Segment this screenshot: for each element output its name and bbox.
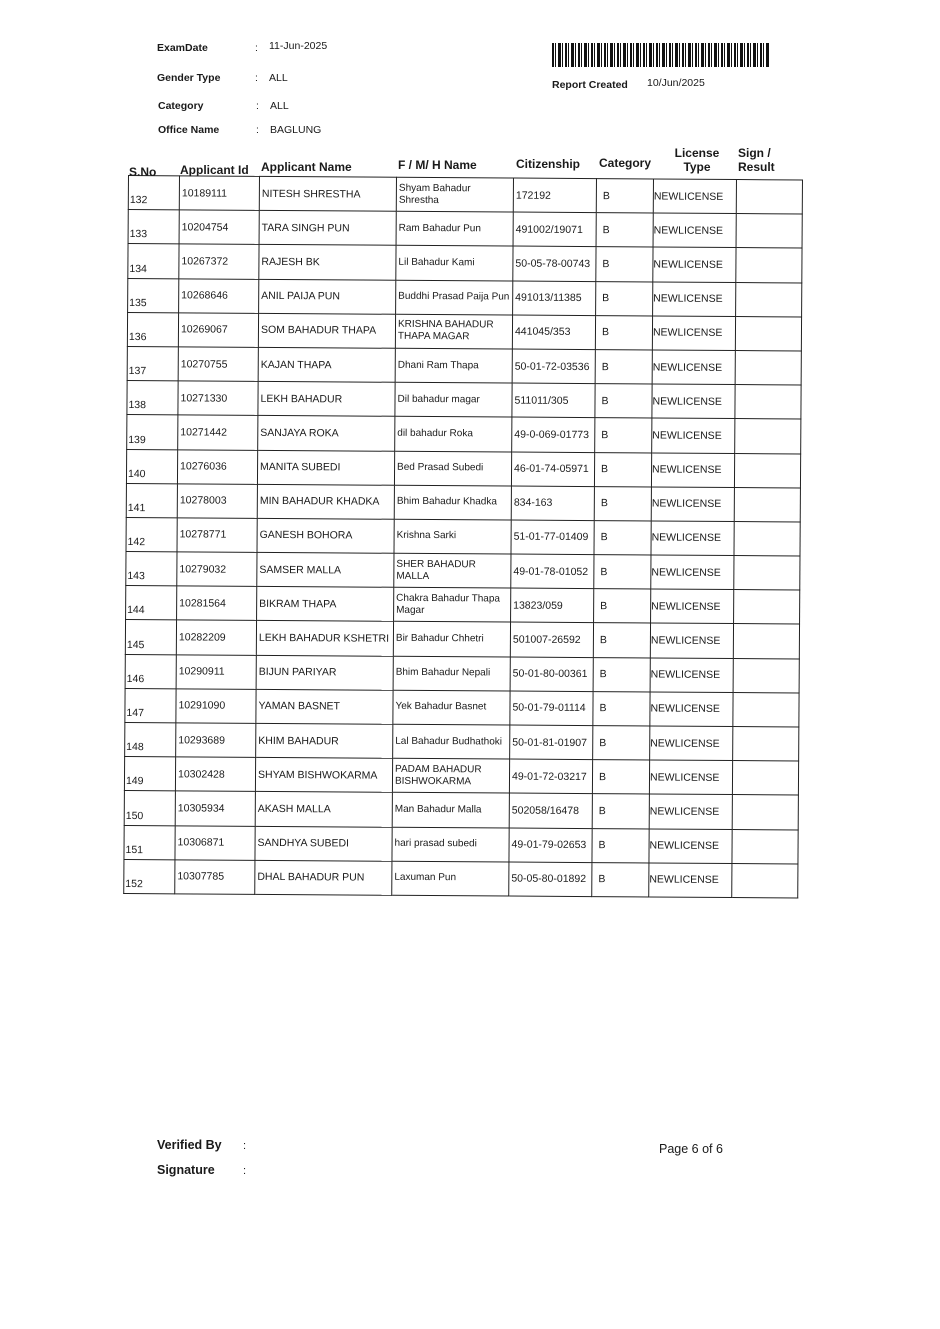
applicant-id-cell: 10305934 (175, 791, 255, 826)
applicant-id-cell: 10281564 (177, 586, 257, 621)
sno-cell: 150 (124, 791, 175, 826)
applicant-name-cell: NITESH SHRESTHA (259, 176, 396, 211)
applicant-id-cell: 10271330 (178, 381, 258, 416)
page-number: Page 6 of 6 (659, 1142, 723, 1156)
citizenship-cell: 441045/353 (512, 315, 595, 350)
category-cell: B (592, 760, 649, 795)
table-row (125, 620, 799, 659)
applicant-name-cell: MIN BAHADUR KHADKA (257, 484, 394, 519)
header-category: Category (599, 156, 652, 170)
sno-cell: 149 (124, 757, 175, 792)
colon: : (255, 42, 258, 54)
citizenship-cell: 49-0-069-01773 (512, 417, 595, 452)
fmh-name-cell: Chakra Bahadur Thapa Magar (394, 588, 511, 623)
applicant-name-cell: LEKH BAHADUR (258, 381, 395, 416)
license-type-cell: NEWLICENSE (649, 760, 732, 795)
sign-result-cell (733, 692, 799, 727)
applicant-id-cell: 10290911 (176, 654, 256, 689)
citizenship-cell: 501007-26592 (510, 622, 593, 657)
citizenship-cell: 502058/16478 (509, 793, 592, 828)
license-type-cell: NEWLICENSE (652, 384, 735, 419)
fmh-name-cell: Bhim Bahadur Nepali (393, 656, 510, 691)
fmh-name-cell: Ram Bahadur Pun (396, 211, 513, 246)
sign-result-cell (734, 521, 800, 556)
applicant-id-cell: 10267372 (179, 244, 259, 279)
category-cell: B (592, 828, 649, 863)
category-cell: B (594, 589, 651, 624)
citizenship-cell: 49-01-79-02653 (509, 828, 592, 863)
citizenship-cell: 172192 (513, 178, 596, 213)
category-cell: B (594, 452, 651, 487)
applicant-id-cell: 10269067 (178, 313, 258, 348)
header-sno: S.No (129, 165, 157, 179)
category-cell: B (595, 384, 652, 419)
applicant-name-cell: BIKRAM THAPA (257, 587, 394, 622)
sign-result-cell (735, 316, 801, 351)
header-sign-line-2: Result (738, 160, 775, 174)
license-type-cell: NEWLICENSE (649, 794, 732, 829)
sno-cell: 135 (128, 278, 179, 313)
applicant-id-cell: 10276036 (177, 449, 257, 484)
category-value: ALL (270, 100, 289, 112)
category-label: Category (158, 100, 204, 112)
table-row (125, 688, 799, 727)
applicant-name-cell: SOM BAHADUR THAPA (258, 313, 395, 348)
applicant-name-cell: SAMSER MALLA (257, 552, 394, 587)
applicant-id-cell: 10302428 (175, 757, 255, 792)
table-row (126, 552, 800, 591)
license-type-cell: NEWLICENSE (653, 282, 736, 317)
sno-cell: 140 (126, 449, 177, 484)
license-type-cell: NEWLICENSE (653, 247, 736, 282)
fmh-name-cell: Laxuman Pun (392, 861, 509, 896)
applicant-id-cell: 10204754 (179, 210, 259, 245)
colon: : (243, 1140, 247, 1152)
fmh-name-cell: KRISHNA BAHADUR THAPA MAGAR (395, 314, 512, 349)
citizenship-cell: 50-01-80-00361 (510, 657, 593, 692)
header-sign-result (738, 146, 775, 174)
sign-result-cell (735, 350, 801, 385)
colon: : (256, 124, 259, 136)
applicant-id-cell: 10189111 (179, 176, 259, 211)
table-row (128, 210, 802, 249)
category-cell: B (596, 179, 653, 214)
fmh-name-cell: Bed Prasad Subedi (394, 451, 511, 486)
applicant-id-cell: 10306871 (175, 825, 255, 860)
applicant-name-cell: BIJUN PARIYAR (256, 655, 393, 690)
category-cell: B (594, 555, 651, 590)
sno-cell: 138 (127, 381, 178, 416)
sign-result-cell (732, 795, 798, 830)
fmh-name-cell: Bir Bahadur Chhetri (393, 622, 510, 657)
sno-cell: 132 (128, 176, 179, 211)
applicant-id-cell: 10307785 (175, 860, 255, 895)
report-created-value: 10/Jun/2025 (647, 77, 705, 89)
sign-result-cell (734, 556, 800, 591)
citizenship-cell: 50-01-72-03536 (512, 349, 595, 384)
sign-result-cell (732, 761, 798, 796)
category-cell: B (593, 623, 650, 658)
fmh-name-cell: Dil bahadur magar (395, 382, 512, 417)
table-row (128, 244, 802, 283)
applicant-id-cell: 10278771 (177, 518, 257, 553)
applicants-table (123, 175, 803, 898)
citizenship-cell: 834-163 (511, 486, 594, 521)
citizenship-cell: 49-01-72-03217 (509, 759, 592, 794)
sno-cell: 146 (125, 654, 176, 689)
fmh-name-cell: Shyam Bahadur Shrestha (396, 177, 513, 212)
sno-cell: 133 (128, 210, 179, 245)
license-type-cell: NEWLICENSE (650, 623, 733, 658)
gender-type-label: Gender Type (157, 72, 221, 84)
category-cell: B (596, 247, 653, 282)
table-row (127, 312, 801, 351)
sno-cell: 139 (127, 415, 178, 450)
category-cell: B (593, 657, 650, 692)
license-type-cell: NEWLICENSE (650, 726, 733, 761)
sno-cell: 148 (125, 722, 176, 757)
table-row (127, 346, 801, 385)
fmh-name-cell: SHER BAHADUR MALLA (394, 553, 511, 588)
table-row (125, 722, 799, 761)
license-type-cell: NEWLICENSE (652, 418, 735, 453)
citizenship-cell: 13823/059 (511, 588, 594, 623)
header-sign-line-1: Sign / (738, 146, 771, 160)
license-type-cell: NEWLICENSE (650, 692, 733, 727)
sign-result-cell (734, 453, 800, 488)
header-license-type (668, 146, 726, 174)
applicant-name-cell: AKASH MALLA (255, 792, 392, 827)
table-row (124, 757, 798, 796)
sign-result-cell (735, 419, 801, 454)
sign-result-cell (733, 658, 799, 693)
applicant-id-cell: 10270755 (178, 347, 258, 382)
fmh-name-cell: Lil Bahadur Kami (396, 246, 513, 281)
fmh-name-cell: Bhim Bahadur Khadka (394, 485, 511, 520)
sno-cell: 142 (126, 517, 177, 552)
category-cell: B (596, 281, 653, 316)
citizenship-cell: 51-01-77-01409 (511, 520, 594, 555)
sno-cell: 145 (125, 620, 176, 655)
sno-cell: 143 (126, 552, 177, 587)
applicant-id-cell: 10278003 (177, 484, 257, 519)
header-fmh-name: F / M/ H Name (398, 158, 477, 172)
applicant-name-cell: SANJAYA ROKA (258, 416, 395, 451)
header-license-line-1: License (674, 146, 720, 160)
table-row (124, 859, 798, 898)
colon: : (243, 1165, 247, 1177)
sign-result-cell (735, 385, 801, 420)
category-cell: B (595, 315, 652, 350)
applicant-name-cell: LEKH BAHADUR KSHETRI (256, 621, 393, 656)
category-cell: B (595, 350, 652, 385)
applicant-id-cell: 10282209 (176, 620, 256, 655)
license-type-cell: NEWLICENSE (649, 829, 732, 864)
license-type-cell: NEWLICENSE (653, 179, 736, 214)
applicant-name-cell: SHYAM BISHWOKARMA (255, 758, 392, 793)
fmh-name-cell: hari prasad subedi (392, 827, 509, 862)
exam-date-value: 11-Jun-2025 (269, 40, 328, 52)
barcode (552, 43, 770, 67)
header-applicant-id: Applicant Id (180, 163, 249, 177)
sign-result-cell (733, 727, 799, 762)
license-type-cell: NEWLICENSE (652, 350, 735, 385)
table-row (126, 483, 800, 522)
license-type-cell: NEWLICENSE (653, 213, 736, 248)
sno-cell: 152 (124, 859, 175, 894)
license-type-cell: NEWLICENSE (650, 658, 733, 693)
category-cell: B (596, 213, 653, 248)
sign-result-cell (736, 214, 802, 249)
category-cell: B (592, 794, 649, 829)
fmh-name-cell: Krishna Sarki (394, 519, 511, 554)
citizenship-cell: 491013/11385 (513, 281, 596, 316)
table-row (127, 381, 801, 420)
table-row (128, 176, 802, 215)
citizenship-cell: 50-01-81-01907 (510, 725, 593, 760)
exam-date-label: ExamDate (157, 42, 208, 54)
citizenship-cell: 49-01-78-01052 (511, 554, 594, 589)
sign-result-cell (732, 863, 798, 898)
applicant-id-cell: 10271442 (178, 415, 258, 450)
fmh-name-cell: Yek Bahadur Basnet (393, 690, 510, 725)
table-row (125, 654, 799, 693)
table-row (124, 825, 798, 864)
colon: : (256, 100, 259, 112)
license-type-cell: NEWLICENSE (652, 316, 735, 351)
citizenship-cell: 50-05-80-01892 (509, 862, 592, 897)
table-row (126, 449, 800, 488)
fmh-name-cell: Buddhi Prasad Paija Pun (396, 280, 513, 315)
applicant-name-cell: KHIM BAHADUR (256, 723, 393, 758)
colon: : (255, 72, 258, 84)
sno-cell: 141 (126, 483, 177, 518)
sno-cell: 137 (127, 346, 178, 381)
sno-cell: 134 (128, 244, 179, 279)
office-name-label: Office Name (158, 124, 220, 136)
category-cell: B (593, 691, 650, 726)
category-cell: B (593, 726, 650, 761)
license-type-cell: NEWLICENSE (649, 863, 732, 898)
table-row (127, 415, 801, 454)
fmh-name-cell: Lal Bahadur Budhathoki (393, 724, 510, 759)
applicant-id-cell: 10293689 (176, 723, 256, 758)
signature-label: Signature (157, 1163, 215, 1177)
sign-result-cell (736, 248, 802, 283)
applicant-name-cell: GANESH BOHORA (257, 518, 394, 553)
category-cell: B (595, 418, 652, 453)
applicant-name-cell: DHAL BAHADUR PUN (255, 860, 392, 895)
sno-cell: 151 (124, 825, 175, 860)
verified-by-label: Verified By (157, 1138, 222, 1152)
license-type-cell: NEWLICENSE (651, 555, 734, 590)
table-body (124, 176, 803, 898)
applicant-name-cell: TARA SINGH PUN (259, 211, 396, 246)
fmh-name-cell: Dhani Ram Thapa (395, 348, 512, 383)
applicant-id-cell: 10279032 (177, 552, 257, 587)
citizenship-cell: 511011/305 (512, 383, 595, 418)
table-row (128, 278, 802, 317)
license-type-cell: NEWLICENSE (651, 487, 734, 522)
table-row (126, 586, 800, 625)
header-applicant-name: Applicant Name (261, 160, 352, 174)
sno-cell: 136 (127, 312, 178, 347)
category-cell: B (592, 862, 649, 897)
sno-cell: 147 (125, 688, 176, 723)
sign-result-cell (736, 180, 802, 215)
applicant-name-cell: ANIL PAIJA PUN (259, 279, 396, 314)
fmh-name-cell: PADAM BAHADUR BISHWOKARMA (392, 758, 509, 793)
license-type-cell: NEWLICENSE (651, 589, 734, 624)
license-type-cell: NEWLICENSE (651, 452, 734, 487)
fmh-name-cell: Man Bahadur Malla (392, 793, 509, 828)
applicant-name-cell: MANITA SUBEDI (257, 450, 394, 485)
gender-type-value: ALL (269, 72, 288, 84)
sign-result-cell (733, 624, 799, 659)
header-citizenship: Citizenship (516, 157, 581, 171)
applicant-name-cell: KAJAN THAPA (258, 347, 395, 382)
header-license-line-2: Type (683, 160, 711, 174)
applicant-id-cell: 10268646 (179, 278, 259, 313)
citizenship-cell: 50-01-79-01114 (510, 691, 593, 726)
fmh-name-cell: dil bahadur Roka (395, 417, 512, 452)
sign-result-cell (734, 590, 800, 625)
office-name-value: BAGLUNG (270, 124, 322, 136)
category-cell: B (594, 520, 651, 555)
citizenship-cell: 491002/19071 (513, 212, 596, 247)
applicant-id-cell: 10291090 (176, 689, 256, 724)
report-created-label: Report Created (552, 79, 628, 91)
citizenship-cell: 46-01-74-05971 (511, 452, 594, 487)
table-row (124, 791, 798, 830)
citizenship-cell: 50-05-78-00743 (513, 246, 596, 281)
license-type-cell: NEWLICENSE (651, 521, 734, 556)
sno-cell: 144 (126, 586, 177, 621)
sign-result-cell (734, 487, 800, 522)
category-cell: B (594, 486, 651, 521)
sign-result-cell (736, 282, 802, 317)
applicant-name-cell: SANDHYA SUBEDI (255, 826, 392, 861)
table-row (126, 517, 800, 556)
applicant-name-cell: RAJESH BK (259, 245, 396, 280)
applicant-name-cell: YAMAN BASNET (256, 689, 393, 724)
sign-result-cell (732, 829, 798, 864)
